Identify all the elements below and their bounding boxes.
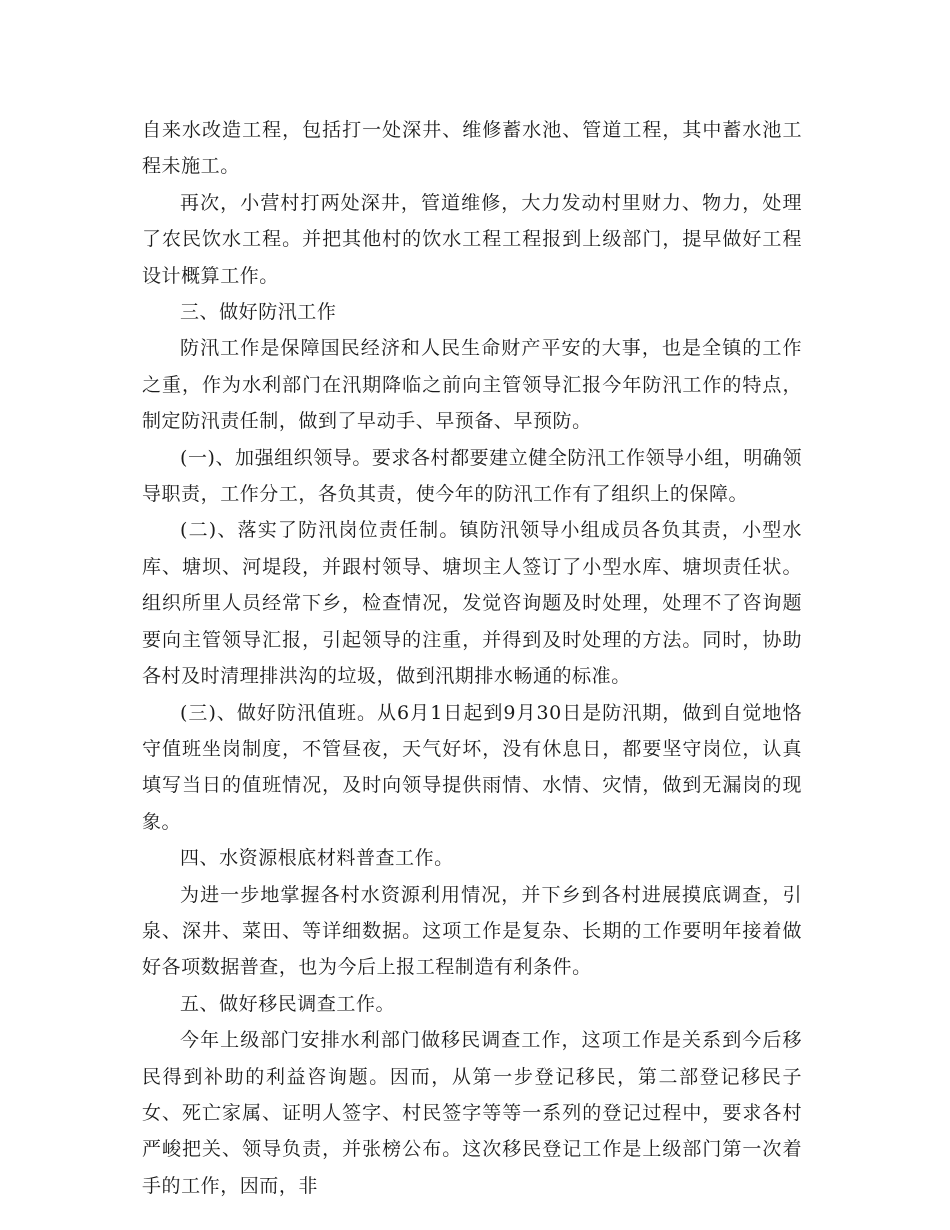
paragraph-9: 为进一步地掌握各村水资源利用情况，并下乡到各村进展摸底调查，引泉、深井、菜田、等详细数据。这项工作是复杂、长期的工作要明年接着做好各项数据普查，也为今后上报工程制造有利条件。 <box>142 883 802 979</box>
paragraph-5: (一)、加强组织领导。要求各村都要建立健全防汛工作领导小组，明确领导职责，工作分工，各负其责，使今年的防汛工作有了组织上的保障。 <box>142 446 802 506</box>
paragraph-1: 自来水改造工程，包括打一处深井、维修蓄水池、管道工程，其中蓄水池工程未施工。 <box>142 119 802 178</box>
paragraph-7: (三)、做好防汛值班。从6月1日起到9月30日是防汛期，做到自觉地恪守值班坐岗制度，不管昼夜，天气好坏，没有休息日，都要坚守岗位，认真填写当日的值班情况，及时向领导提供雨情、水情、灾情，做到无漏岗的现象。 <box>142 701 802 833</box>
paragraph-2: 再次，小营村打两处深井，管道维修，大力发动村里财力、物力，处理了农民饮水工程。并把其他村的饮水工程工程报到上级部门，提早做好工程设计概算工作。 <box>142 191 802 287</box>
paragraph-11: 今年上级部门安排水利部门做移民调查工作，这项工作是关系到今后移民得到补助的利益咨询题。因而，从第一步登记移民，第二部登记移民子女、死亡家属、证明人签字、村民签字等等一系列的登记过程中，要求各村严峻把关、领导负责，并张榜公布。这次移民登记工作是上级部门第一次着手的工作，因而，非 <box>142 1029 802 1197</box>
paragraph-6: (二)、落实了防汛岗位责任制。镇防汛领导小组成员各负其责，小型水库、塘坝、河堤段，并跟村领导、塘坝主人签订了小型水库、塘坝责任状。组织所里人员经常下乡，检查情况，发觉咨询题及时处理，处理不了咨询题要向主管领导汇报，引起领导的注重，并得到及时处理的方法。同时，协助各村及时清理排洪沟的垃圾，做到汛期排水畅通的标准。 <box>142 519 802 688</box>
document-page <box>142 112 802 1204</box>
section-heading-flood-control: 三、做好防汛工作 <box>180 301 337 324</box>
section-heading-water-resources: 四、水资源根底材料普查工作。 <box>180 847 454 870</box>
section-heading-migrant-survey: 五、做好移民调查工作。 <box>180 992 396 1015</box>
paragraph-4: 防汛工作是保障国民经济和人民生命财产平安的大事，也是全镇的工作之重，作为水利部门在汛期降临之前向主管领导汇报今年防汛工作的特点，制定防汛责任制，做到了早动手、早预备、早预防。 <box>142 337 802 433</box>
